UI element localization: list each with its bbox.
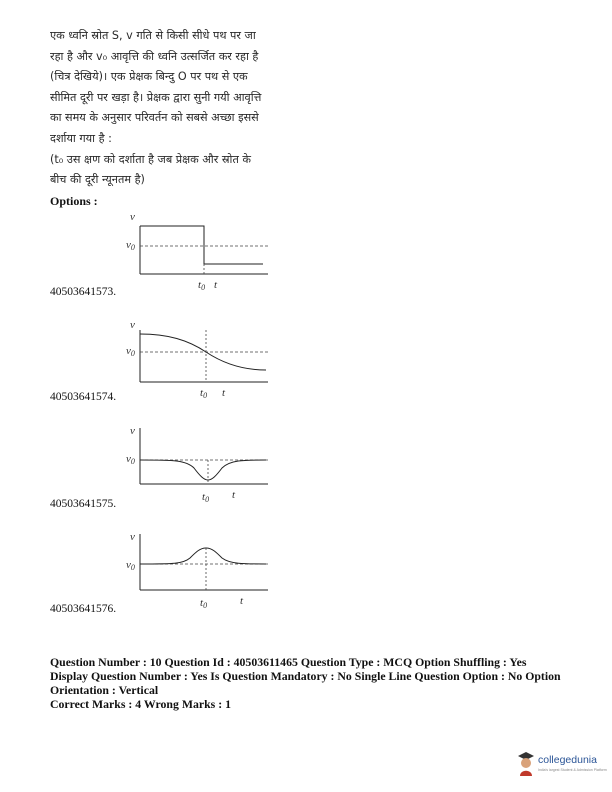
t0-label: t0: [198, 279, 206, 292]
frequency-curve: [140, 226, 263, 264]
options-heading: Options :: [50, 194, 98, 208]
t0-label: t0: [200, 597, 208, 610]
option-graph-3: [118, 424, 278, 514]
nu0-label: ν0: [126, 559, 135, 572]
logo-name: collegedunia: [538, 754, 597, 766]
question-line: सीमित दूरी पर खड़ा है। प्रेक्षक द्वारा सुनी गयी आवृत्ति: [50, 90, 262, 104]
frequency-curve: [140, 548, 266, 564]
option-id-1: 40503641573.: [50, 286, 117, 298]
step-graph: [118, 208, 278, 298]
collegedunia-logo: [516, 746, 606, 786]
nu0-label: ν0: [126, 345, 135, 358]
sigmoid-graph: [118, 318, 278, 408]
question-metadata: [50, 655, 580, 711]
metadata-line: Correct Marks : 4 Wrong Marks : 1: [50, 697, 231, 711]
y-axis-label: ν: [130, 319, 135, 331]
nu0-label: ν0: [126, 453, 135, 466]
y-axis-label: ν: [130, 425, 135, 437]
nu0-label: ν0: [126, 239, 135, 252]
t-label: t: [214, 279, 218, 291]
option-id-3: 40503641575.: [50, 498, 117, 510]
t0-label: t0: [202, 491, 210, 504]
t0-label: t0: [200, 387, 208, 400]
option-graph-2: [118, 318, 278, 408]
logo-tagline: India's largest Student & Admission Platform: [538, 768, 607, 772]
frequency-curve: [140, 460, 266, 480]
question-line: का समय के अनुसार परिवर्तन को सबसे अच्छा इससे: [50, 111, 259, 125]
question-line: बीच की दूरी न्यूनतम है): [50, 173, 145, 187]
metadata-line: Orientation : Vertical: [50, 683, 159, 697]
graduate-icon: [516, 748, 536, 778]
option-graph-4: [118, 530, 278, 620]
metadata-line: Display Question Number : Yes Is Question Mandatory : No Single Line Question Option : No Option: [50, 669, 561, 683]
question-line: रहा है और v₀ आवृत्ति की ध्वनि उत्सर्जित कर रहा है: [50, 49, 259, 63]
question-line: दर्शाया गया है :: [50, 131, 112, 145]
option-graph-1: [118, 208, 278, 298]
y-axis-label: ν: [130, 531, 135, 543]
metadata-line: Question Number : 10 Question Id : 40503611465 Question Type : MCQ Option Shuffling : Yes: [50, 655, 527, 669]
question-text: [50, 26, 298, 191]
option-id-2: 40503641574.: [50, 391, 117, 403]
question-line: एक ध्वनि स्रोत S, v गति से किसी सीधे पथ पर जा: [50, 29, 256, 42]
question-line: (t₀ उस क्षण को दर्शाता है जब प्रेक्षक और स्रोत के: [50, 152, 251, 166]
t-label: t: [232, 489, 236, 501]
bump-graph: [118, 530, 278, 620]
t-label: t: [222, 387, 226, 399]
t-label: t: [240, 595, 244, 607]
question-line: (चित्र देखिये)। एक प्रेक्षक बिन्दु O पर पथ से एक: [50, 70, 248, 84]
y-axis-label: ν: [130, 211, 135, 223]
dip-graph: [118, 424, 278, 514]
option-id-4: 40503641576.: [50, 603, 117, 615]
